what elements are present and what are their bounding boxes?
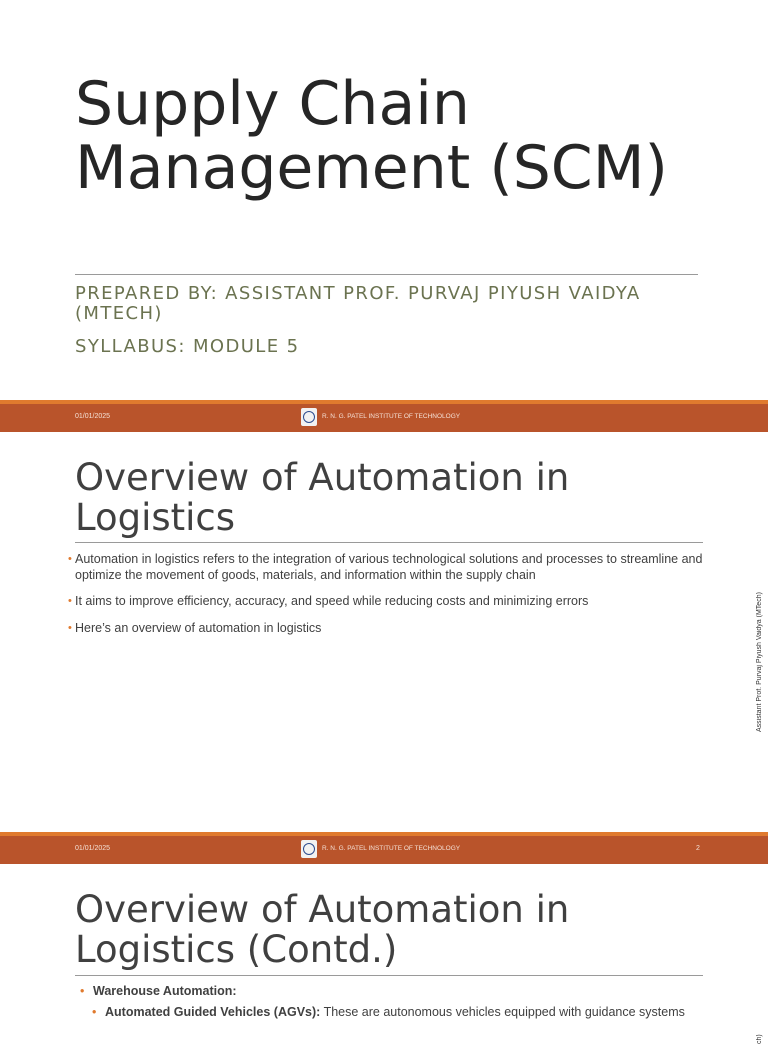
presentation-title: Supply Chain Management (SCM) (75, 69, 668, 203)
list-item (92, 1005, 705, 1021)
bullet-list (68, 552, 708, 647)
slide-title-page (0, 0, 768, 400)
bullet-dot-icon: • (68, 595, 72, 607)
slide-overview-contd (0, 864, 768, 1044)
title-divider (75, 274, 698, 275)
footer-institute: R. N. G. PATEL INSTITUTE OF TECHNOLOGY (322, 845, 461, 852)
footer-date: 01/01/2025 (75, 413, 111, 420)
side-credit: Assistant Prof. Purvaj Piyush Vaidya (MTech) (756, 592, 763, 732)
page-number: 2 (696, 845, 700, 852)
list-item (68, 594, 708, 610)
sub-bullet-label: Automated Guided Vehicles (AGVs): (105, 1004, 321, 1019)
slide-footer (0, 832, 768, 864)
footer-institute: R. N. G. PATEL INSTITUTE OF TECHNOLOGY (322, 413, 461, 420)
list-item (80, 984, 705, 1000)
bullet-dot-icon: • (68, 553, 72, 565)
prepared-by: PREPARED BY: ASSISTANT PROF. PURVAJ PIYUSH VAIDYA (MTECH) (75, 283, 641, 324)
sub-bullet-text: These are autonomous vehicles equipped with guidance systems (320, 1004, 685, 1019)
institute-logo-icon (301, 408, 317, 426)
institute-logo-icon (301, 840, 317, 858)
list-item (68, 621, 708, 637)
bullet-text: Here’s an overview of automation in logistics (75, 620, 322, 635)
heading-divider (75, 975, 703, 976)
bullet-dot-icon: • (92, 1004, 97, 1019)
slide-overview (0, 432, 768, 832)
footer-date: 01/01/2025 (75, 845, 111, 852)
bullet-dot-icon: • (68, 621, 72, 634)
bullet-dot-icon: • (80, 984, 85, 998)
bullet-text: It aims to improve efficiency, accuracy, and speed while reducing costs and minimizing errors (75, 594, 589, 608)
list-item (68, 552, 708, 583)
bullet-list (80, 984, 705, 1025)
slide-heading: Overview of Automation in Logistics (Contd.) (75, 888, 570, 971)
syllabus-label: SYLLABUS: MODULE 5 (75, 336, 300, 357)
slide-footer (0, 400, 768, 432)
bullet-text: Automation in logistics refers to the integration of various technological solutions and processes to streamline and optimize the movement of goods, materials, and information within the supply chain (75, 552, 703, 582)
slide-heading: Overview of Automation in Logistics (75, 456, 570, 539)
heading-divider (75, 542, 703, 543)
side-credit: ch) (756, 1034, 763, 1044)
bullet-heading: Warehouse Automation: (93, 984, 237, 998)
